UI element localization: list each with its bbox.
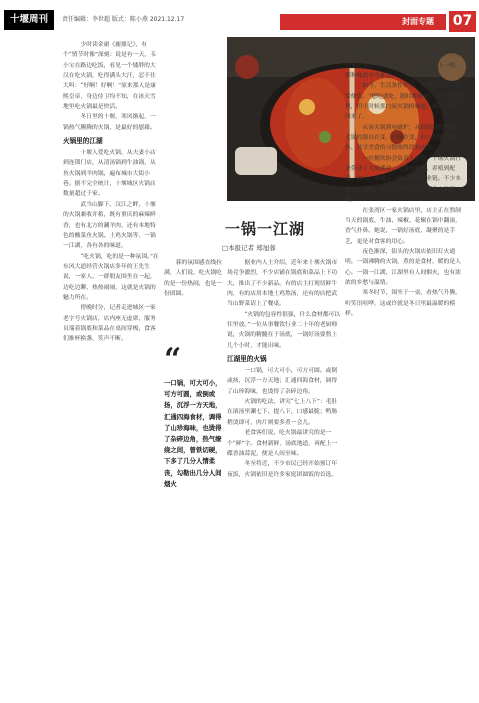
pull-quote [164,342,224,490]
paragraph: 傍晚时分，记者走进城区一家老字号火锅店，店内座无虚席，服务员端着锅底和菜品在桌间穿梭，食客们推杯换盏，笑声不断。 [63,305,156,343]
text-column-3 [227,258,341,700]
article-title: 一锅一江湖 [225,220,306,238]
section-heading: 火锅里的江湖 [63,137,103,146]
paragraph: “吃火锅，吃的是一种氛围。”在东风大道经营火锅店多年的王先生说，一家人、一群朋友围坐在一起，边吃边聊，热热闹闹，这就是火锅的魅力所在。 [63,253,159,301]
article-byline: □本报记者 郑旭蓉 [222,244,276,252]
quote-mark-icon: “ [164,342,182,377]
text-column-2 [164,258,224,299]
paragraph: 暮的氛围感直线拉满，人们说，吃火锅吃的是一份热闹，也是一份团圆。 [164,260,222,298]
newspaper-logo: 十堰周刊 [4,10,54,30]
editor-credits: 责任编辑：李世超 版式：陈小燕 2021.12.17 [62,16,185,23]
text-column-4 [345,40,465,700]
paragraph: 老食客们说，吃火锅最讲究的是一个“鲜”字。食材新鲜，汤底地道，再配上一碟香油蒜泥，便是人间至味。 [227,430,338,457]
paragraph: 冬至将近，不少市民已经开始预订年夜饭，火锅依旧是许多家庭团圆饭的首选。 [227,461,338,478]
paragraph: 李先生是土生土长的十堰人，他说小时候家里条件有限，吃火锅是一件稀罕事，只有过年过节，一家人才会围着炭火锅吃上一顿，那种味道至今难忘。 [345,42,461,80]
paragraph: 十堰人爱吃火锅，从夫妻小店到连锁门店，从清汤锅到牛油锅，从鱼火锅到羊肉锅，遍布城市大街小巷。据不完全统计，十堰城区火锅店数量超过千家。 [63,150,156,198]
pull-quote-text: 一口锅，可大可小，可方可圆，或倒或扬，沉浮一方天地，汇通四海食材，调得了山珍海味，也烫得了杂碎边角，热气缭绕之间，曾铁切硬，下多了几分人情柔丧，勾勒出几分人间烟火 [164,379,222,488]
paragraph: 从炭火锅到电磁炉，从铜锅到鸳鸯锅，火锅的器具在变，口味在变，但人们围炉而坐、共享美食的习惯始终没有改变。 [345,124,461,152]
paragraph: 一口锅，可大可小，可方可圆。或倒或扬，沉浮一方天地；汇通四海食材，调得了山珍海味，也烫得了杂碎边角。 [227,368,338,395]
paragraph: 夜色渐深，街头的火锅店依旧灯火通明。一锅沸腾的火锅，煮的是食材，暖的是人心。一锅一江湖，江湖里有人间烟火，也有浓浓的乡愁与温情。 [345,248,461,286]
paragraph: 据业内人士介绍，近年来十堰火锅市场竞争激烈，不少店铺在锅底和菜品上下功夫，推出了不少新品。有的店主打现切鲜牛肉，有的店用本地土鸡熬汤，还有的店把武当山野菜请上了餐桌。 [227,260,338,308]
paragraph: 少时读金庸《鹿鼎记》，有个“情节时像”深刻：说是有一天，韦小宝在路边吃饭，看见一个矮胖的大汉在吃火锅，吃得满头大汗，忍不住大叫：“好啊！好啊！”原来那人是康熙皇帝，身边侍卫均不知，在冰天雪地里吃火锅最是快活。 [63,42,156,111]
paragraph: “火锅的包容性很强，什么食材都可以往里放。”一位从事餐饮行业二十年的老厨师说，火锅的精髓在于汤底，一锅好汤要熬上几个小时，才能出味。 [227,311,341,349]
paragraph: 冬日里的十堰，寒风渐起，一锅热气腾腾的火锅，是最好的慰藉。 [63,114,156,131]
section-label: 封面专题 [402,17,434,26]
page-header [0,0,479,34]
section-heading: 江湖里的火锅 [227,355,267,364]
paragraph: 寒冬时节，围坐于一桌，看热气升腾，听笑语喧哗，这或许就是冬日里最温暖的模样。 [345,290,461,317]
page-number: 07 [449,11,476,32]
paragraph: 如今，生活条件好了，火锅已经成了家常便饭。“想吃就吃，随时都能吃。”李先生笑着说，但小时候那口炭火锅的味道，却再也找不回来了。 [345,83,464,121]
paragraph: 武当山脚下、汉江之畔，十堰的火锅兼收并蓄，既有重庆的麻辣鲜香，也有北方的涮羊肉，还有本地特色的酸菜鱼火锅、土鸡火锅等，一锅一江湖，各有各的味道。 [63,201,156,250]
paragraph: 一位餐饮协会负责人介绍，十堰火锅行业带动了大量就业，从食材种植、养殖到配送、加工，形成了一条完整的产业链。不少本地特色食材，也借着火锅走上了更多人的餐桌。 [345,155,461,204]
paragraph: 火锅的吃法，讲究“七上八下”：毛肚在滚汤里涮七下、提八下，口感最脆；鸭肠稍烫即可，肉片则要多煮一会儿。 [227,399,338,426]
paragraph: 在张湾区一家火锅店里，店主正在熬制当天的锅底，牛油、辣椒、花椒在锅中翻滚，香气扑鼻。她说，一锅好汤底，凝聚的是手艺，更是对食客的用心。 [345,207,461,245]
text-column-1 [63,40,161,700]
